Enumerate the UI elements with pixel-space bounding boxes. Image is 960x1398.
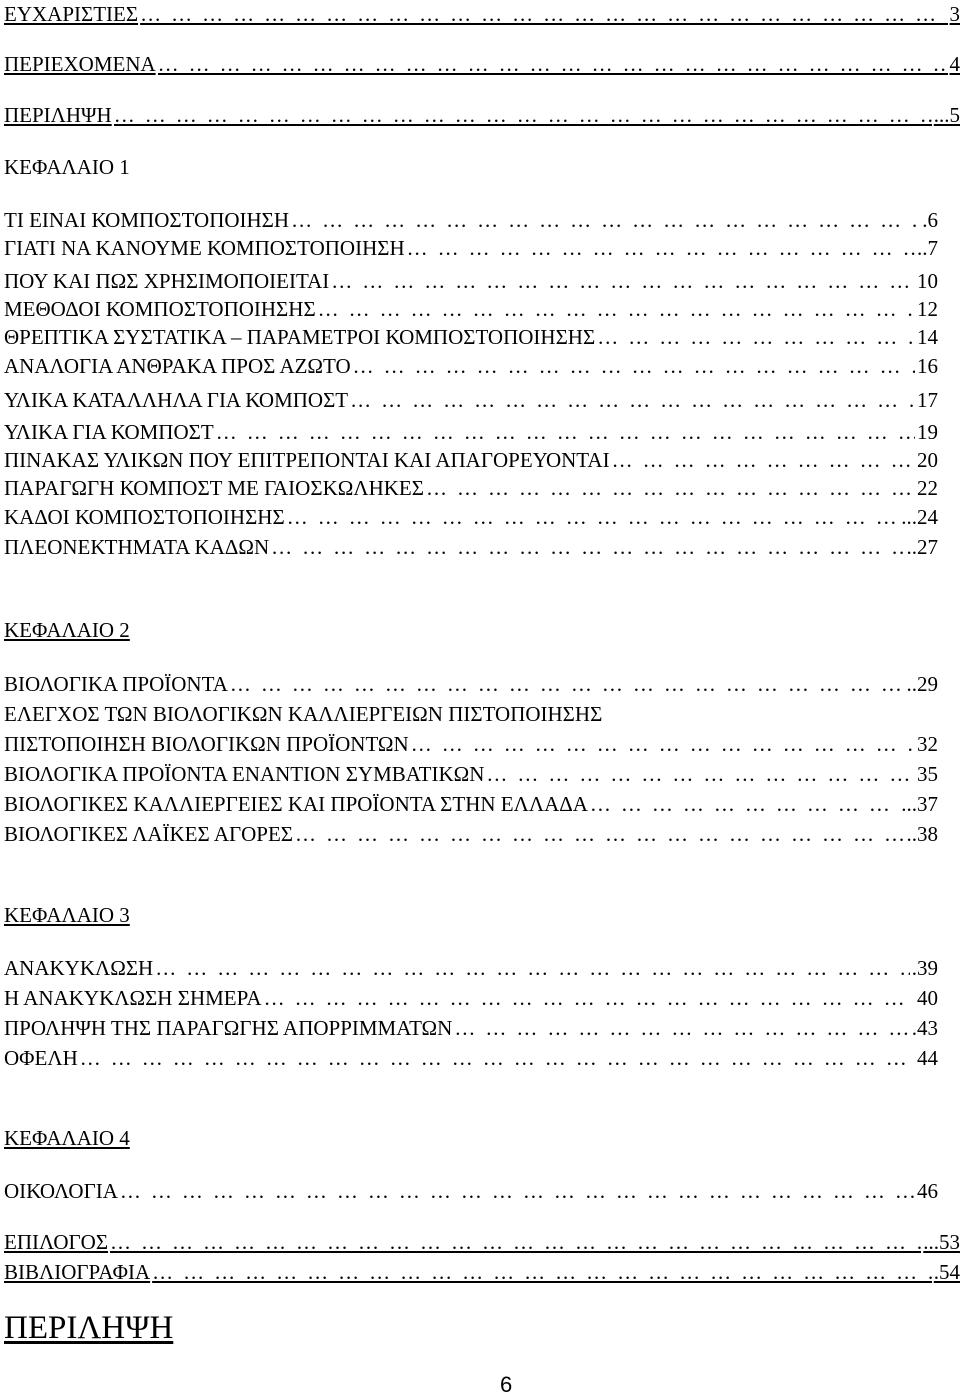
- toc-entry[interactable]: [4, 448, 938, 472]
- toc-entry-title: ΟΙΚΟΛΟΓΙΑ: [4, 1179, 118, 1203]
- toc-entry-title: ΠΟΥ ΚΑΙ ΠΩΣ ΧΡΗΣΙΜΟΠΟΙΕΙΤΑΙ: [4, 269, 330, 293]
- toc-entry-bibliography[interactable]: [4, 1260, 960, 1284]
- toc-entry[interactable]: [4, 1046, 938, 1070]
- toc-entry-title: ΥΛΙΚΑ ΚΑΤΑΛΛΗΛΑ ΓΙΑ ΚΟΜΠΟΣΤ: [4, 388, 349, 412]
- toc-entry-page: ...24: [901, 505, 938, 529]
- toc-entry-title: ΓΙΑΤΙ ΝΑ ΚΑΝΟΥΜΕ ΚΟΜΠΟΣΤΟΠΟΙΗΣΗ: [4, 236, 405, 260]
- toc-entry[interactable]: [4, 762, 938, 786]
- toc-entry-page: 19: [917, 420, 938, 444]
- toc-entry[interactable]: [4, 732, 938, 756]
- toc-entry-title: ΠΙΝΑΚΑΣ ΥΛΙΚΩΝ ΠΟΥ ΕΠΙΤΡΕΠΟΝΤΑΙ ΚΑΙ ΑΠΑΓΟΡΕΥΟΝΤΑΙ: [4, 448, 610, 472]
- toc-entry-page: 16: [917, 354, 938, 378]
- toc-entry-page: 17: [917, 388, 938, 412]
- leader-dots: [158, 52, 948, 76]
- leader-dots: [486, 762, 915, 786]
- leader-dots: [216, 420, 915, 444]
- leader-dots: [426, 476, 915, 500]
- toc-entry-page: ...53: [923, 1230, 960, 1254]
- toc-entry-title: ΠΕΡΙΛΗΨΗ: [4, 103, 112, 127]
- toc-entry[interactable]: [4, 354, 938, 378]
- leader-dots: [411, 732, 915, 756]
- leader-dots: [318, 297, 915, 321]
- toc-entry-title: ΕΠΙΛΟΓΟΣ: [4, 1230, 109, 1254]
- toc-entry-page: 40: [917, 986, 938, 1010]
- toc-entry[interactable]: [4, 269, 938, 293]
- toc-entry-page: ...37: [901, 792, 938, 816]
- chapter-heading: ΚΕΦΑΛΑΙΟ 3: [4, 903, 130, 927]
- section-heading-summary: ΠΕΡΙΛΗΨΗ: [4, 1310, 174, 1346]
- leader-dots: [353, 354, 915, 378]
- leader-dots: [590, 792, 899, 816]
- toc-entry[interactable]: [4, 956, 938, 980]
- toc-entry[interactable]: [4, 476, 938, 500]
- toc-entry-contents[interactable]: [4, 52, 960, 76]
- leader-dots: [114, 103, 932, 127]
- toc-entry-title: ΕΥΧΑΡΙΣΤΙΕΣ: [4, 2, 139, 26]
- leader-dots: [271, 535, 904, 559]
- toc-entry-page: ..7: [917, 236, 938, 260]
- leader-dots: [612, 448, 915, 472]
- chapter-heading: ΚΕΦΑΛΑΙΟ 1: [4, 155, 130, 179]
- toc-entry-page: .54: [933, 1260, 960, 1284]
- toc-entry-title: ΘΡΕΠΤΙΚΑ ΣΥΣΤΑΤΙΚΑ – ΠΑΡΑΜΕΤΡΟΙ ΚΟΜΠΟΣΤΟΠΟΙΗΣΗΣ: [4, 325, 596, 349]
- leader-dots: [291, 208, 920, 232]
- leader-dots: [454, 1016, 909, 1040]
- toc-entry-title[interactable]: ΕΛΕΓΧΟΣ ΤΩΝ ΒΙΟΛΟΓΙΚΩΝ ΚΑΛΛΙΕΡΓΕΙΩΝ ΠΙΣΤΟΠΟΙΗΣΗΣ: [4, 702, 603, 726]
- toc-entry-title: ΒΙΟΛΟΓΙΚΑ ΠΡΟΪΟΝΤΑ ΕΝΑΝΤΙΟΝ ΣΥΜΒΑΤΙΚΩΝ: [4, 762, 485, 786]
- toc-entry-title: ΒΙΟΛΟΓΙΚΕΣ ΚΑΛΛΙΕΡΓΕΙΕΣ ΚΑΙ ΠΡΟΪΟΝΤΑ ΣΤΗΝ ΕΛΛΑΔΑ: [4, 792, 588, 816]
- leader-dots: [264, 986, 915, 1010]
- leader-dots: [120, 1179, 915, 1203]
- toc-entry-title: ΠΡΟΛΗΨΗ ΤΗΣ ΠΑΡΑΓΩΓΗΣ ΑΠΟΡΡΙΜΜΑΤΩΝ: [4, 1016, 453, 1040]
- toc-entry-title: ΠΑΡΑΓΩΓΗ ΚΟΜΠΟΣΤ ΜΕ ΓΑΙΟΣΚΩΛΗΚΕΣ: [4, 476, 424, 500]
- toc-entry[interactable]: [4, 1016, 938, 1040]
- toc-entry-page: 10: [917, 269, 938, 293]
- toc-entry[interactable]: [4, 420, 938, 444]
- toc-entry-page: 4: [949, 52, 960, 76]
- toc-entry-page: .39: [911, 956, 938, 980]
- toc-entry[interactable]: [4, 1179, 938, 1203]
- leader-dots: [350, 388, 915, 412]
- toc-entry[interactable]: [4, 792, 938, 816]
- toc-entry-title: ΠΙΣΤΟΠΟΙΗΣΗ ΒΙΟΛΟΓΙΚΩΝ ΠΡΟΪΟΝΤΩΝ: [4, 732, 409, 756]
- toc-entry-title: ΠΛΕΟΝΕΚΤΗΜΑΤΑ ΚΑΔΩΝ: [4, 535, 270, 559]
- leader-dots: [140, 2, 947, 26]
- toc-entry-page: .43: [911, 1016, 938, 1040]
- toc-entry-page: 44: [917, 1046, 938, 1070]
- toc-entry-page: 3: [949, 2, 960, 26]
- toc-entry[interactable]: [4, 208, 938, 232]
- toc-entry-title: Η ΑΝΑΚΥΚΛΩΣΗ ΣΗΜΕΡΑ: [4, 986, 262, 1010]
- leader-dots: [80, 1046, 915, 1070]
- toc-entry-page: 35: [917, 762, 938, 786]
- toc-entry-title: ΒΙΟΛΟΓΙΚΕΣ ΛΑΪΚΕΣ ΑΓΟΡΕΣ: [4, 822, 294, 846]
- toc-entry[interactable]: [4, 986, 938, 1010]
- toc-entry-summary[interactable]: [4, 103, 960, 127]
- leader-dots: [110, 1230, 921, 1254]
- leader-dots: [331, 269, 915, 293]
- toc-entry[interactable]: [4, 388, 938, 412]
- toc-entry-title: ΠΕΡΙΕΧΟΜΕΝΑ: [4, 52, 156, 76]
- toc-entry[interactable]: [4, 535, 938, 559]
- toc-entry-page: ..38: [906, 822, 938, 846]
- leader-dots: [152, 1260, 932, 1284]
- toc-entry-acknowledgements[interactable]: [4, 2, 960, 26]
- toc-entry-page: ..27: [906, 535, 938, 559]
- toc-entry-title: ΑΝΑΛΟΓΙΑ ΑΝΘΡΑΚΑ ΠΡΟΣ ΑΖΩΤΟ: [4, 354, 351, 378]
- leader-dots: [230, 672, 905, 696]
- leader-dots: [597, 325, 915, 349]
- leader-dots: [287, 505, 900, 529]
- toc-entry-title: ΜΕΘΟΔΟΙ ΚΟΜΠΟΣΤΟΠΟΙΗΣΗΣ: [4, 297, 316, 321]
- toc-entry-title: ΑΝΑΚΥΚΛΩΣΗ: [4, 956, 154, 980]
- page-number: 6: [500, 1372, 513, 1397]
- toc-entry-page: 20: [917, 448, 938, 472]
- toc-entry-title: ΒΙΒΛΙΟΓΡΑΦΙΑ: [4, 1260, 151, 1284]
- toc-entry-title: ΟΦΕΛΗ: [4, 1046, 78, 1070]
- toc-entry[interactable]: [4, 325, 938, 349]
- chapter-heading: ΚΕΦΑΛΑΙΟ 4: [4, 1126, 130, 1150]
- toc-entry[interactable]: [4, 672, 938, 696]
- toc-entry-page: ..29: [906, 672, 938, 696]
- toc-entry-epilogue[interactable]: [4, 1230, 960, 1254]
- toc-entry-page: 14: [917, 325, 938, 349]
- toc-entry-page: 12: [917, 297, 938, 321]
- toc-entry[interactable]: [4, 236, 938, 260]
- toc-entry-page: ...5: [933, 103, 960, 127]
- leader-dots: [155, 956, 910, 980]
- leader-dots: [407, 236, 915, 260]
- toc-entry-title: ΒΙΟΛΟΓΙΚΑ ΠΡΟΪΟΝΤΑ: [4, 672, 228, 696]
- toc-entry[interactable]: [4, 505, 938, 529]
- toc-entry-page: 32: [917, 732, 938, 756]
- toc-entry-title: ΥΛΙΚΑ ΓΙΑ ΚΟΜΠΟΣΤ: [4, 420, 214, 444]
- leader-dots: [295, 822, 904, 846]
- toc-entry-title: ΚΑΔΟΙ ΚΟΜΠΟΣΤΟΠΟΙΗΣΗΣ: [4, 505, 285, 529]
- toc-entry-title: ΤΙ ΕΙΝΑΙ ΚΟΜΠΟΣΤΟΠΟΙΗΣΗ: [4, 208, 290, 232]
- chapter-heading: ΚΕΦΑΛΑΙΟ 2: [4, 618, 130, 642]
- toc-entry[interactable]: [4, 822, 938, 846]
- toc-entry[interactable]: [4, 297, 938, 321]
- toc-entry-page: .6: [922, 208, 938, 232]
- toc-entry-page: 22: [917, 476, 938, 500]
- toc-entry-page: 46: [917, 1179, 938, 1203]
